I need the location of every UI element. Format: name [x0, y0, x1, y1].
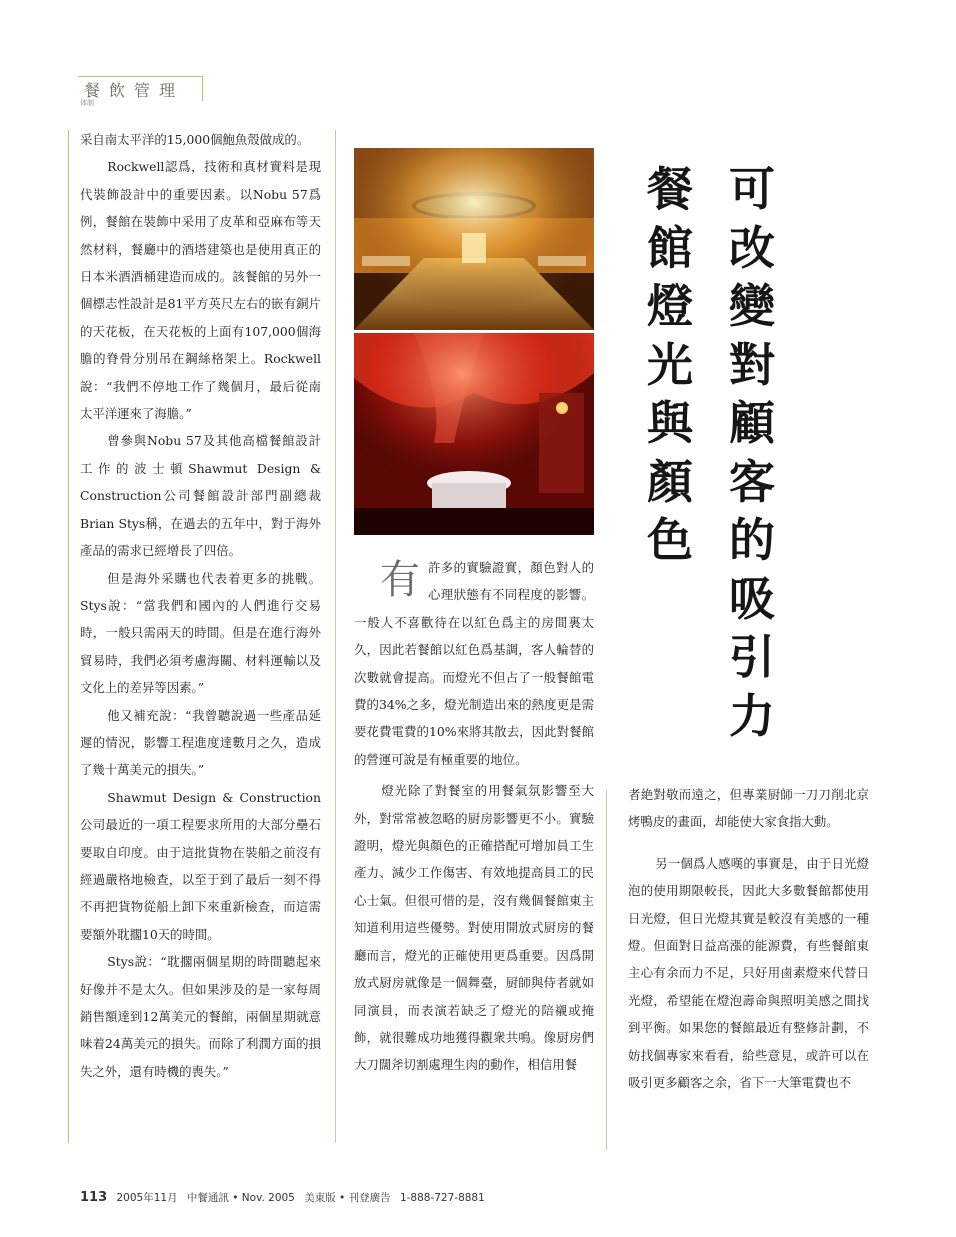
column-divider-right — [606, 790, 607, 1150]
edition-label: 美東版 • 刊登廣告 — [304, 1192, 391, 1204]
headline-column-2 — [640, 160, 700, 570]
headline-char: 的 — [729, 513, 775, 567]
red-lounge-photo — [354, 333, 594, 535]
article-column-2 — [354, 554, 594, 1079]
issue-date: 2005年11月 — [116, 1192, 178, 1204]
paragraph: 另一個爲人感嘆的事實是，由于日光燈泡的使用期限較長，因此大多數餐館都使用日光燈，但日光燈其實是較沒有美感的一種燈。但面對日益高漲的能源費，有些餐館東主心有余而力不足，只好用鹵素燈來代替日光燈，希望能在燈泡壽命與照明美感之間找到平衡。如果您的餐館最近有整修計劃，不妨找個專家來看看，給些意見，或許可以在吸引更多顧客之余，省下一大筆電費也不 — [628, 855, 869, 1091]
page-number: 113 — [80, 1190, 108, 1205]
red-lounge-photo-icon — [354, 333, 594, 535]
headline-char: 引 — [729, 630, 775, 684]
headline-char: 館 — [647, 220, 693, 275]
headline-char: 光 — [647, 337, 693, 392]
paragraph: 許多的實驗證實，顏色對人的心理狀態有不同程度的影響。一般人不喜歡待在以紅色爲主的房間裏太久，因此若餐館以紅色爲基調，客人輪替的次數就會提高。而燈光不但占了一般餐館電費的34%之多，燈光制造出來的熱度更是需要花費電費的10%來將其散去，因此對餐館的營運可說是有極重要的地位。 — [354, 560, 594, 767]
headline-char: 客 — [729, 454, 775, 509]
paragraph: 者絶對敬而遠之，但專業厨師一刀刀削北京烤鴨皮的畫面，却能使大家食指大動。 — [628, 787, 869, 830]
headline-column-1 — [722, 160, 782, 745]
article-column-1 — [80, 126, 321, 1085]
headline-char: 燈 — [647, 279, 693, 333]
headline-char: 餐 — [647, 162, 693, 216]
headline-char: 對 — [729, 337, 775, 392]
headline-char: 吸 — [729, 571, 775, 626]
paragraph: 他又補充說：“我曾聽說過一些產品延遲的情況，影響工程進度達數月之久，造成了幾十萬美元的損失。” — [80, 707, 321, 778]
ballroom-photo — [354, 148, 594, 330]
headline-char: 改 — [729, 220, 775, 275]
paragraph: Stys說：“耽擱兩個星期的時間聽起來好像并不是太久。但如果涉及的是一家每周銷售額達到12萬美元的餐館，兩個星期就意味着24萬美元的損失。而除了利潤方面的損失之外，還有時機的喪失。” — [80, 954, 321, 1079]
headline-char: 顏 — [647, 454, 693, 509]
article-column-3 — [628, 781, 869, 1096]
paragraph: 采自南太平洋的15,000個鮑魚殼做成的。 — [80, 132, 310, 147]
page-footer — [80, 1190, 491, 1205]
headline-char: 顧 — [729, 396, 775, 450]
paragraph: 但是海外采購也代表着更多的挑戰。Stys說：“當我們和國內的人們進行交易時，一般只需兩天的時間。但是在進行海外貿易時，我們必須考慮海關、材料運輸以及文化上的差异等因素。” — [80, 570, 321, 696]
drop-cap: 有 — [380, 557, 420, 603]
ballroom-photo-icon — [354, 148, 594, 330]
paragraph: 燈光除了對餐室的用餐氣氛影響至大外，對常常被忽略的厨房影響更不小。實驗證明，燈光與顏色的正確搭配可增加員工生產力、減少工作傷害、有效地提高員工的民心士氣。但很可惜的是，沒有幾個餐館東主知道利用這些優勢。對使用開放式厨房的餐廳而言，燈光的正確使用更爲重要。因爲開放式厨房就像是一個舞臺，厨師與侍者就如同演員，而表演若缺乏了燈光的陪襯或掩飾，就很難成功地獲得觀衆共鳴。像厨房們大刀闊斧切割處理生肉的動作，相信用餐 — [354, 783, 594, 1073]
paragraph: Shawmut Design & Construction公司最近的一項工程要求所用的大部分壘石要取自印度。由于這批貨物在裝船之前沒有經過嚴格地檢查，以至于到了最后一刻不得不再把貨物從船上卸下來重新檢查，而這需要額外耽擱10天的時間。 — [80, 789, 321, 942]
section-subtitle: 体制 — [80, 99, 94, 107]
headline-char: 可 — [729, 162, 775, 216]
left-margin-rule — [68, 130, 69, 1143]
headline-char: 力 — [729, 688, 775, 743]
headline-char: 與 — [647, 396, 693, 450]
publication-name: 中餐通訊 • Nov. 2005 — [186, 1192, 295, 1204]
paragraph: 曾參與Nobu 57及其他高檔餐館設計工作的波士頓Shawmut Design & Construction公司餐館設計部門副總裁Brian Stys稱，在過去的五年中，對于海外產品的需求已經增長了四倍。 — [80, 433, 321, 559]
headline-char: 色 — [647, 513, 693, 567]
section-header — [78, 76, 203, 101]
column-divider — [335, 130, 336, 1143]
ad-phone: 1-888-727-8881 — [399, 1192, 485, 1204]
headline-char: 變 — [729, 279, 775, 333]
section-title: 餐飲管理 — [84, 81, 185, 100]
paragraph: Rockwell認爲，技術和真材實料是現代裝飾設計中的重要因素。以Nobu 57爲例，餐館在裝飾中采用了皮革和亞麻布等天然材料，餐廳中的酒塔建築也是使用真正的日本米酒酒桶建造而成的。該餐館的另外一個標志性設計是81平方英尺左右的嵌有銅片的天花板，在天花板的上面有107,000個海膽的脊骨分別吊在鋼絲格架上。Rockwell說：“我們不停地工作了幾個月，最后從南太平洋運來了海膽。” — [80, 159, 321, 422]
